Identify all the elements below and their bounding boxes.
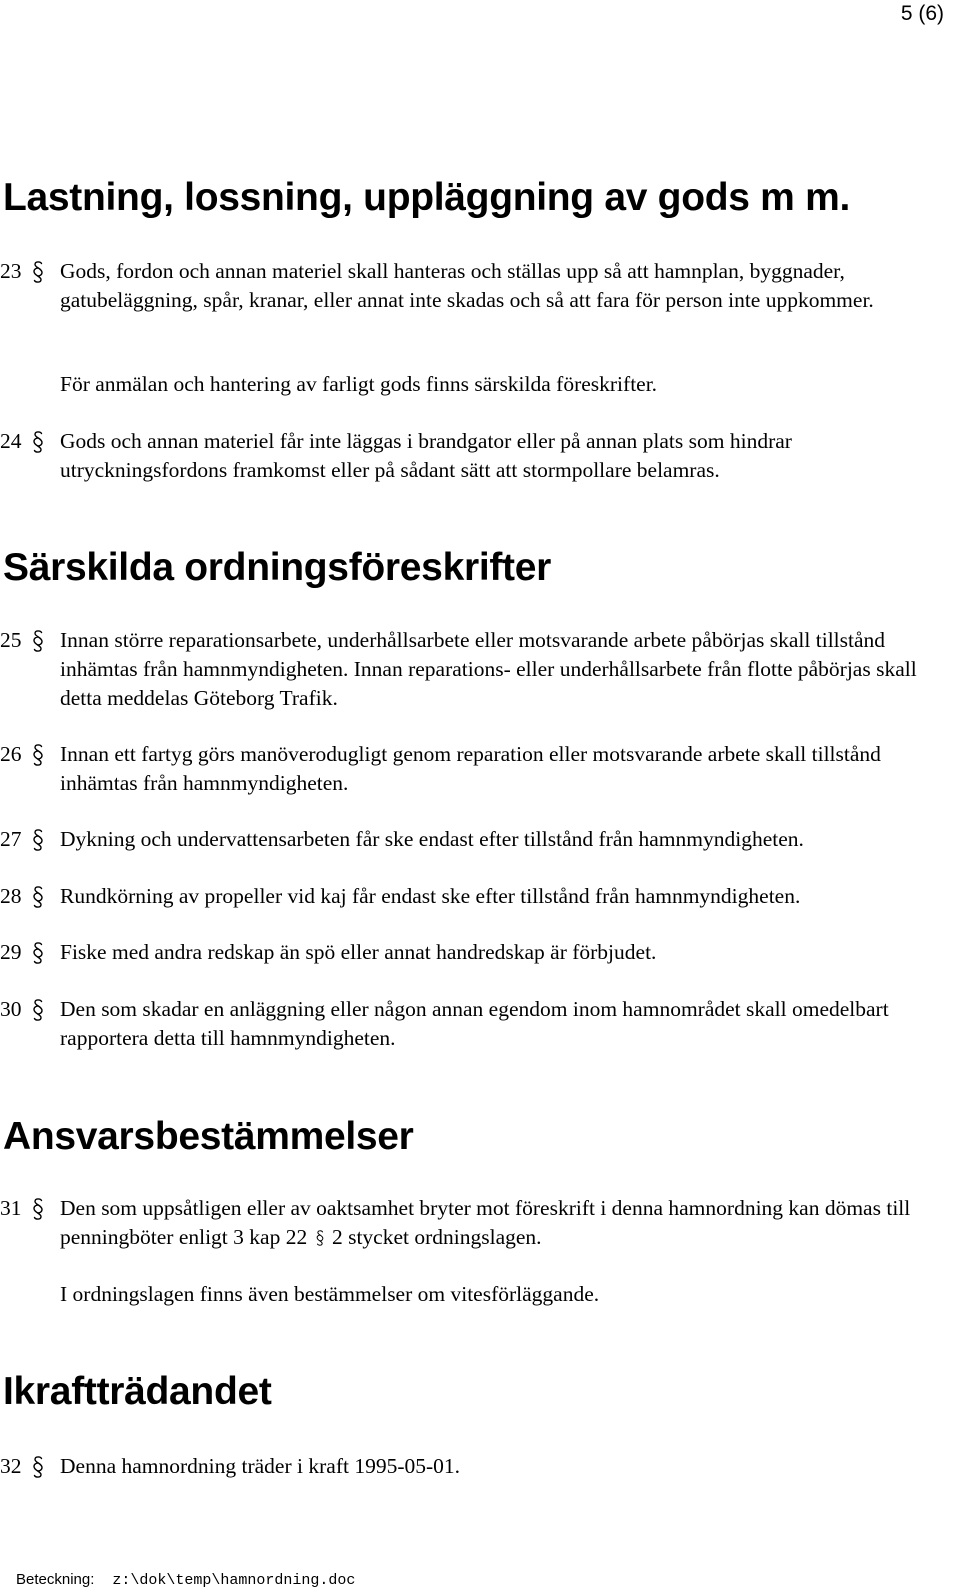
paragraph-number: 24 xyxy=(0,429,22,453)
paragraph-23-note xyxy=(0,370,940,399)
heading-loading: Lastning, lossning, uppläggning av gods m m. xyxy=(3,176,850,219)
paragraph-number: 26 xyxy=(0,742,22,766)
paragraph-text-end: 2 stycket ordningslagen. xyxy=(331,1225,542,1249)
paragraph-25 xyxy=(0,626,940,713)
paragraph-text: Gods och annan materiel får inte läggas i brandgator eller på annan plats som hindrar utryckningsfordons framkomst eller på sådant sätt att stormpollare belamras. xyxy=(60,429,792,482)
section-sign-icon xyxy=(31,743,45,767)
paragraph-text xyxy=(60,1194,940,1252)
paragraph-31-note xyxy=(0,1280,940,1309)
section-sign-icon xyxy=(31,430,45,454)
paragraph-24 xyxy=(0,427,940,485)
paragraph-text: Innan ett fartyg görs manöverodugligt genom reparation eller motsvarande arbete skall tillstånd inhämtas från hamnmyndigheten. xyxy=(60,742,881,795)
paragraph-text: Dykning och undervattensarbeten får ske endast efter tillstånd från hamnmyndigheten. xyxy=(60,827,804,851)
footer-label: Beteckning: xyxy=(16,1571,95,1588)
paragraph-text-start: Den som uppsåtligen eller av oaktsamhet bryter mot föreskrift i denna hamnordning kan dömas till penningböter enligt 3 kap 22 xyxy=(60,1196,911,1249)
paragraph-text: Denna hamnordning träder i kraft 1995-05-01. xyxy=(60,1454,461,1478)
paragraph-29 xyxy=(0,938,940,967)
paragraph-text: I ordningslagen finns även bestämmelser om vitesförläggande. xyxy=(60,1282,600,1306)
paragraph-text: För anmälan och hantering av farligt gods finns särskilda föreskrifter. xyxy=(60,372,658,396)
paragraph-26 xyxy=(0,740,940,798)
section-sign-icon xyxy=(31,1455,45,1479)
page-number: 5 (6) xyxy=(900,2,944,25)
heading-special-rules: Särskilda ordningsföreskrifter xyxy=(3,546,552,589)
paragraph-31 xyxy=(0,1194,940,1252)
section-sign-icon xyxy=(31,885,45,909)
paragraph-28 xyxy=(0,882,940,911)
paragraph-text: Innan större reparationsarbete, underhållsarbete eller motsvarande arbete påbörjas skall tillstånd inhämtas från hamnmyndigheten. Innan reparations- eller underhållsarbete från flotte påbörjas skall detta meddelas Göteborg Trafik. xyxy=(60,628,917,710)
paragraph-27 xyxy=(0,825,940,854)
paragraph-number: 29 xyxy=(0,940,22,964)
section-sign-icon xyxy=(31,998,45,1022)
document-footer xyxy=(16,1571,355,1589)
footer-file-path: z:\dok\temp\hamnordning.doc xyxy=(112,1572,356,1589)
paragraph-text: Rundkörning av propeller vid kaj får endast ske efter tillstånd från hamnmyndigheten. xyxy=(60,884,801,908)
section-sign-icon xyxy=(31,260,45,284)
paragraph-text: Den som skadar en anläggning eller någon annan egendom inom hamnområdet skall omedelbart rapportera detta till hamnmyndigheten. xyxy=(60,997,889,1050)
section-sign-icon xyxy=(31,828,45,852)
paragraph-text: Fiske med andra redskap än spö eller annat handredskap är förbjudet. xyxy=(60,940,657,964)
paragraph-number: 27 xyxy=(0,827,22,851)
paragraph-30 xyxy=(0,995,940,1053)
section-sign-icon xyxy=(31,629,45,653)
paragraph-number: 28 xyxy=(0,884,22,908)
paragraph-number: 32 xyxy=(0,1454,22,1478)
section-sign-icon xyxy=(31,941,45,965)
heading-liability: Ansvarsbestämmelser xyxy=(3,1115,414,1158)
section-sign-icon xyxy=(31,1197,45,1221)
paragraph-23 xyxy=(0,257,940,315)
paragraph-number: 30 xyxy=(0,997,22,1021)
paragraph-text: Gods, fordon och annan materiel skall hanteras och ställas upp så att hamnplan, byggnader, gatubeläggning, spår, kranar, eller annat inte skadas och så att fara för person inte uppkommer. xyxy=(60,259,874,312)
paragraph-number: 31 xyxy=(0,1196,22,1220)
section-sign-icon xyxy=(315,1228,325,1248)
paragraph-number: 23 xyxy=(0,259,22,283)
paragraph-32 xyxy=(0,1452,940,1481)
heading-entry-into-force: Ikraftträdandet xyxy=(3,1370,272,1413)
paragraph-number: 25 xyxy=(0,628,22,652)
